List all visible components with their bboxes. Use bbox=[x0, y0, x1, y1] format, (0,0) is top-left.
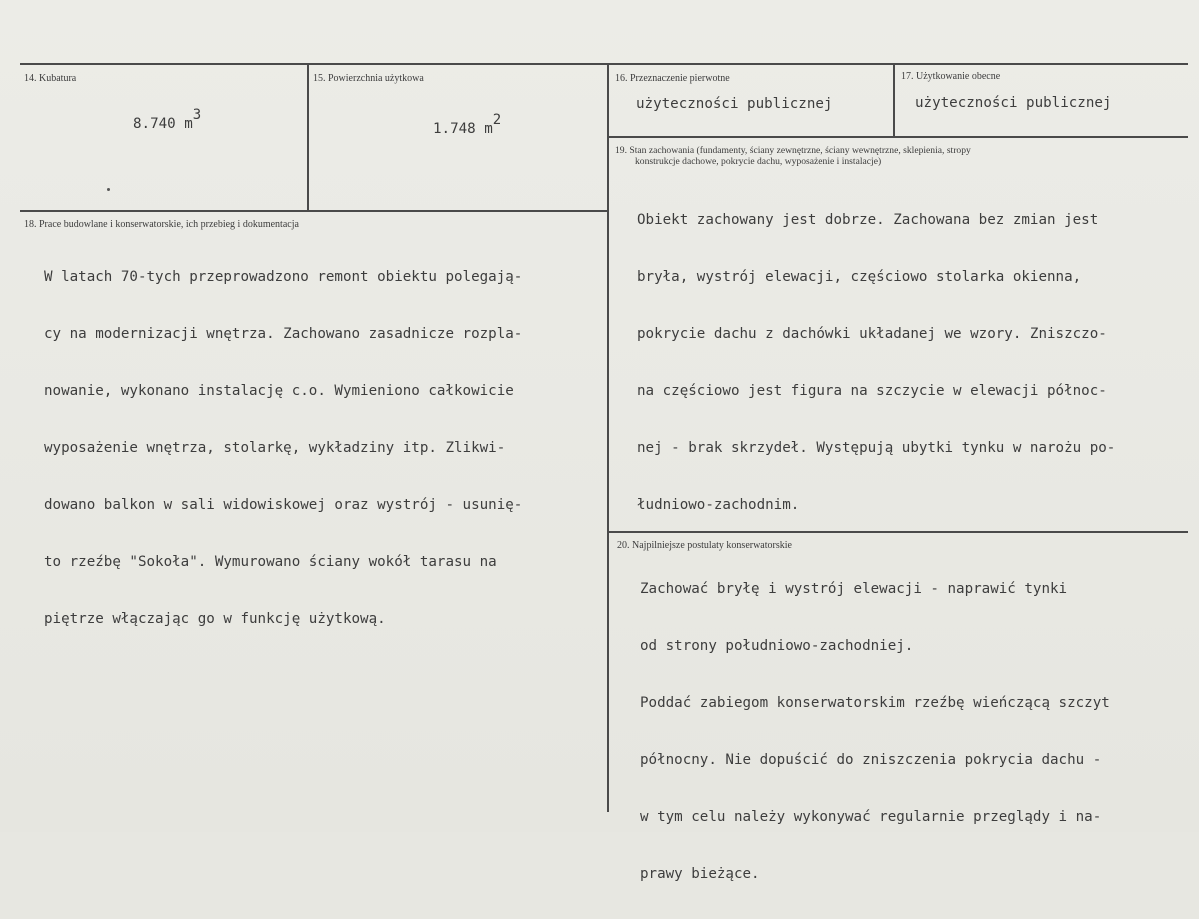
prace-line: dowano balkon w sali widowiskowej oraz wystrój - usunię- bbox=[44, 497, 523, 513]
prace-line: W latach 70-tych przeprowadzono remont obiektu polegają- bbox=[44, 269, 523, 285]
postulaty-line: północny. Nie dopuścić do zniszczenia pokrycia dachu - bbox=[640, 752, 1102, 768]
stan-line: bryła, wystrój elewacji, częściowo stolarka okienna, bbox=[637, 269, 1082, 285]
stan-line: łudniowo-zachodnim. bbox=[637, 497, 800, 513]
postulaty-line: Poddać zabiegom konserwatorskim rzeźbę wieńczącą szczyt bbox=[640, 695, 1110, 711]
stan-line: nej - brak skrzydeł. Występują ubytki tynku w narożu po- bbox=[637, 440, 1116, 456]
kubatura-label: 14. Kubatura bbox=[24, 73, 77, 84]
stan-text bbox=[637, 176, 1115, 550]
prace-line: to rzeźbę "Sokoła". Wymurowano ściany wokół tarasu na bbox=[44, 554, 497, 570]
stan-label-line2: konstrukcje dachowe, pokrycie dachu, wyposażenie i instalacje) bbox=[635, 156, 882, 167]
stan-line: na częściowo jest figura na szczycie w elewacji północ- bbox=[637, 383, 1107, 399]
postulaty-line: w tym celu należy wykonywać regularnie przeglądy i na- bbox=[640, 809, 1102, 825]
postulaty-label: 20. Najpilniejsze postulaty konserwatorskie bbox=[617, 540, 792, 551]
divider-16-17 bbox=[893, 64, 895, 136]
divider-14-15 bbox=[307, 64, 309, 210]
postulaty-line: prawy bieżące. bbox=[640, 866, 760, 882]
powierzchnia-number: 1.748 m bbox=[433, 121, 493, 137]
main-vertical-divider bbox=[607, 64, 609, 812]
rule-left-18 bbox=[20, 210, 607, 212]
powierzchnia-exponent: 2 bbox=[492, 112, 502, 128]
przeznaczenie-label: 16. Przeznaczenie pierwotne bbox=[615, 73, 730, 84]
prace-line: nowanie, wykonano instalację c.o. Wymieniono całkowicie bbox=[44, 383, 514, 399]
stan-line: pokrycie dachu z dachówki układanej we wzory. Zniszczo- bbox=[637, 326, 1107, 342]
prace-label: 18. Prace budowlane i konserwatorskie, ich przebieg i dokumentacja bbox=[24, 219, 299, 230]
postulaty-text bbox=[640, 545, 1110, 919]
stan-line: Obiekt zachowany jest dobrze. Zachowana bez zmian jest bbox=[637, 212, 1099, 228]
prace-line: wyposażenie wnętrza, stolarkę, wykładziny itp. Zlikwi- bbox=[44, 440, 506, 456]
stray-dot bbox=[107, 188, 110, 191]
przeznaczenie-value: użyteczności publicznej bbox=[636, 96, 833, 112]
prace-line: piętrze włączając go w funkcję użytkową. bbox=[44, 611, 386, 627]
postulaty-line: Zachować bryłę i wystrój elewacji - naprawić tynki bbox=[640, 581, 1068, 597]
kubatura-exponent: 3 bbox=[192, 107, 202, 123]
prace-line: cy na modernizacji wnętrza. Zachowano zasadnicze rozpla- bbox=[44, 326, 523, 342]
powierzchnia-label: 15. Powierzchnia użytkowa bbox=[313, 73, 424, 84]
uzytkowanie-value: użyteczności publicznej bbox=[915, 95, 1112, 111]
uzytkowanie-label: 17. Użytkowanie obecne bbox=[901, 71, 1001, 82]
postulaty-line: od strony południowo-zachodniej. bbox=[640, 638, 914, 654]
kubatura-number: 8.740 m bbox=[133, 116, 193, 132]
top-rule bbox=[20, 63, 1188, 65]
stan-label-line1: 19. Stan zachowania (fundamenty, ściany zewnętrzne, ściany wewnętrzne, sklepienia, stropy bbox=[615, 145, 971, 156]
kubatura-value bbox=[133, 107, 202, 132]
powierzchnia-value bbox=[433, 112, 502, 137]
rule-right-19 bbox=[608, 136, 1188, 138]
prace-text bbox=[44, 233, 522, 664]
